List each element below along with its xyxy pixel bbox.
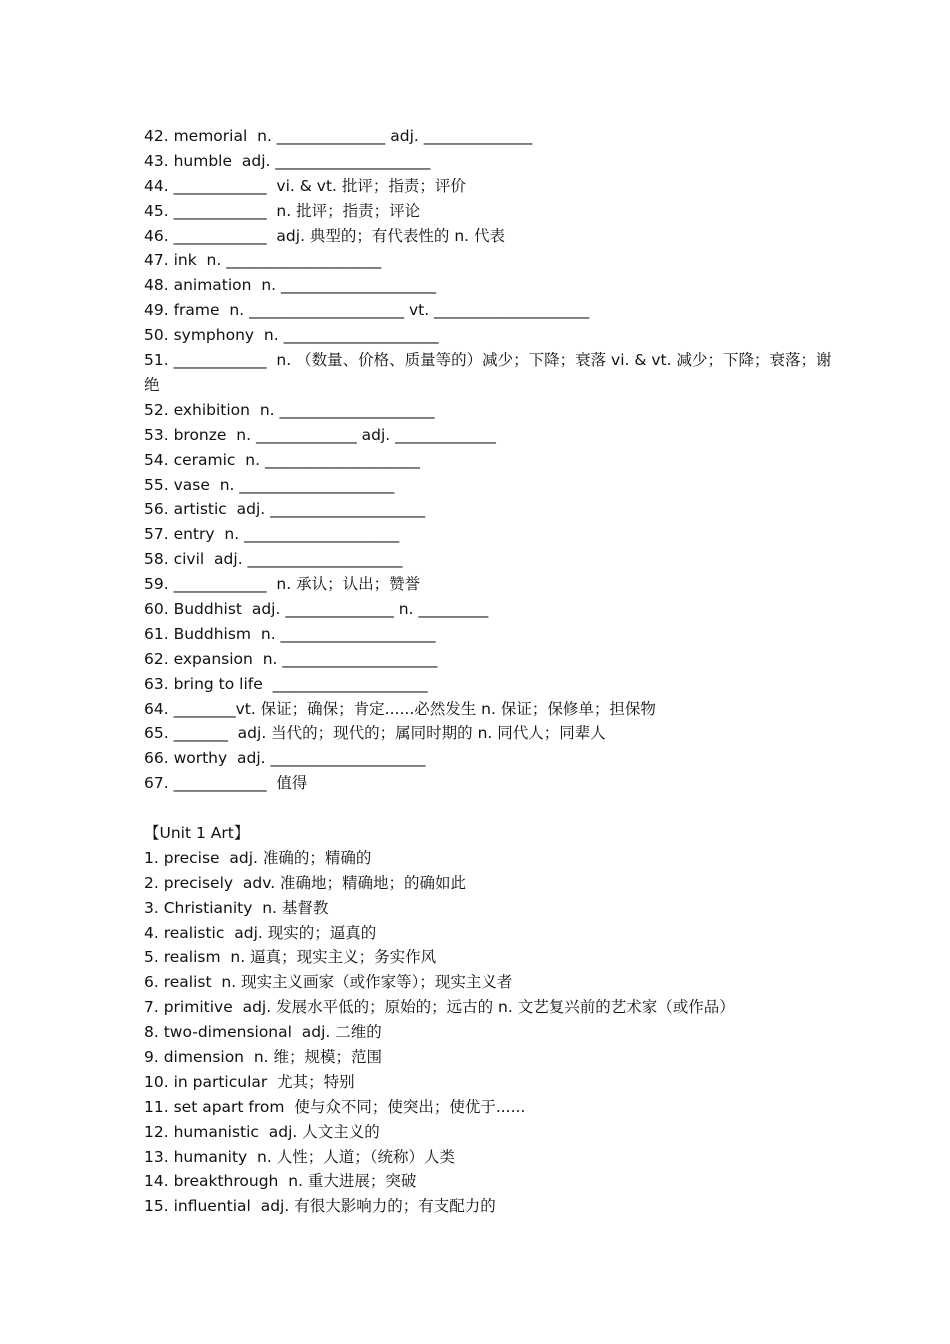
- unit-entry-15: 15. influential adj. 有很大影响力的；有支配力的: [144, 1197, 496, 1216]
- vocab-line-63: 63. bring to life ____________________: [144, 674, 428, 693]
- vocab-line-47: 47. ink n. ____________________: [144, 251, 382, 270]
- unit-entry-4: 4. realistic adj. 现实的；逼真的: [144, 923, 377, 942]
- vocab-line-56: 56. artistic adj. ____________________: [144, 500, 426, 519]
- unit-entry-13: 13. humanity n. 人性；人道；（统称）人类: [144, 1147, 455, 1166]
- unit-heading: 【Unit 1 Art】: [144, 823, 250, 842]
- vocab-line-54: 54. ceramic n. ____________________: [144, 450, 420, 469]
- vocab-line-66: 66. worthy adj. ____________________: [144, 749, 426, 768]
- vocab-line-43: 43. humble adj. ____________________: [144, 151, 431, 170]
- vocab-line-58: 58. civil adj. ____________________: [144, 550, 403, 569]
- unit-entry-12: 12. humanistic adj. 人文主义的: [144, 1122, 380, 1141]
- vocab-line-51: 51. ____________ n. （数量、价格、质量等的）减少；下降；衰落 vi. & vt. 减少；下降；衰落；谢绝: [144, 351, 832, 394]
- section-spacer: [144, 796, 834, 821]
- unit-entry-9: 9. dimension n. 维；规模；范围: [144, 1047, 383, 1066]
- unit-entry-14: 14. breakthrough n. 重大进展；突破: [144, 1172, 417, 1191]
- vocab-line-50: 50. symphony n. ____________________: [144, 326, 439, 345]
- vocab-line-49: 49. frame n. ____________________ vt. ____________________: [144, 301, 590, 320]
- vocab-line-62: 62. expansion n. ____________________: [144, 649, 438, 668]
- vocab-line-46: 46. ____________ adj. 典型的；有代表性的 n. 代表: [144, 226, 506, 245]
- vocab-line-61: 61. Buddhism n. ____________________: [144, 624, 436, 643]
- vocab-line-65: 65. _______ adj. 当代的；现代的；属同时期的 n. 同代人；同辈人: [144, 724, 606, 743]
- unit-entry-10: 10. in particular 尤其；特别: [144, 1072, 355, 1091]
- vocab-line-55: 55. vase n. ____________________: [144, 475, 395, 494]
- vocab-line-42: 42. memorial n. ______________ adj. ______________: [144, 127, 533, 145]
- vocab-line-48: 48. animation n. ____________________: [144, 276, 437, 295]
- vocab-line-60: 60. Buddhist adj. ______________ n. _________: [144, 599, 489, 618]
- vocab-line-44: 44. ____________ vi. & vt. 批评；指责；评价: [144, 176, 466, 195]
- vocab-line-45: 45. ____________ n. 批评；指责；评论: [144, 201, 421, 220]
- unit-entry-11: 11. set apart from 使与众不同；使突出；使优于......: [144, 1097, 526, 1116]
- vocab-line-59: 59. ____________ n. 承认；认出；赞誉: [144, 575, 421, 594]
- unit-entry-1: 1. precise adj. 准确的；精确的: [144, 848, 372, 867]
- unit-entry-6: 6. realist n. 现实主义画家（或作家等）；现实主义者: [144, 973, 513, 992]
- vocabulary-list: [144, 124, 834, 1219]
- unit-entry-7: 7. primitive adj. 发展水平低的；原始的；远古的 n. 文艺复兴前的艺术家（或作品）: [144, 998, 735, 1017]
- vocab-line-57: 57. entry n. ____________________: [144, 525, 400, 544]
- vocab-line-67: 67. ____________ 值得: [144, 774, 308, 793]
- unit-entry-5: 5. realism n. 逼真；现实主义；务实作风: [144, 948, 437, 967]
- unit-entry-2: 2. precisely adv. 准确地；精确地；的确如此: [144, 873, 467, 892]
- unit-entry-8: 8. two-dimensional adj. 二维的: [144, 1023, 382, 1042]
- unit-entry-3: 3. Christianity n. 基督教: [144, 898, 329, 917]
- vocab-line-52: 52. exhibition n. ____________________: [144, 400, 435, 419]
- vocab-line-53: 53. bronze n. _____________ adj. _____________: [144, 425, 496, 444]
- vocab-line-64: 64. ________vt. 保证；确保；肯定......必然发生 n. 保证；保修单；担保物: [144, 699, 656, 718]
